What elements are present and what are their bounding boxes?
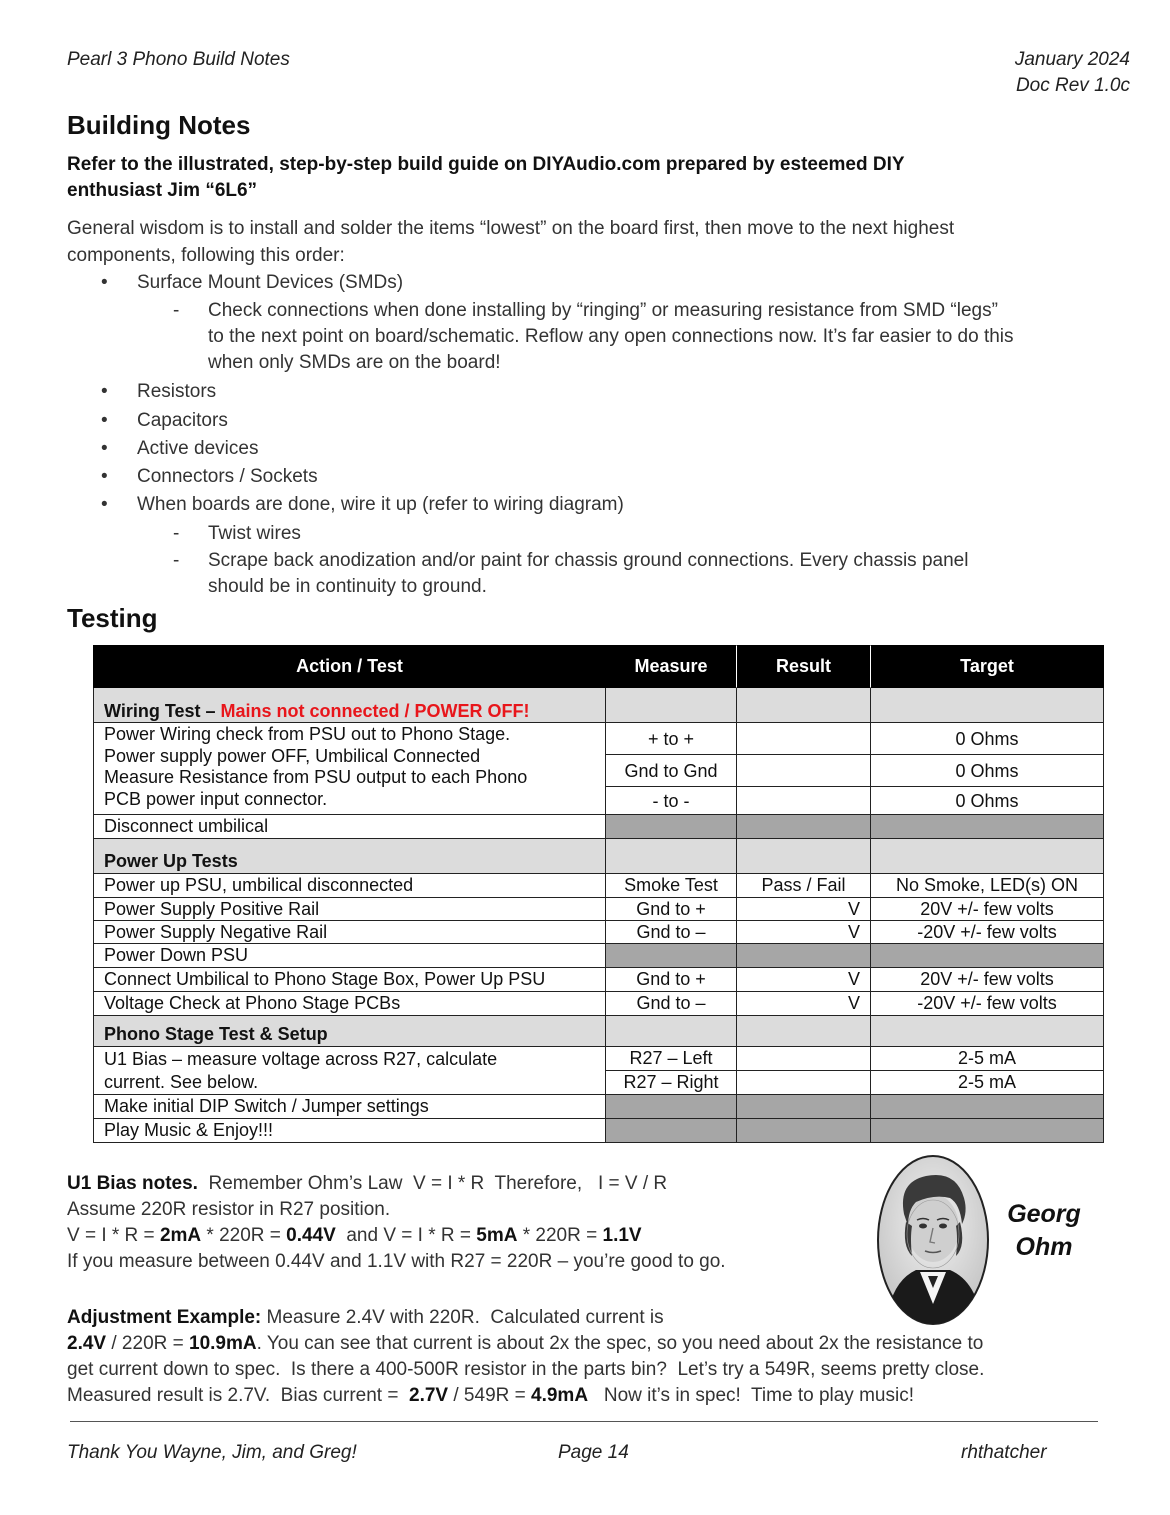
- action-cell: Voltage Check at Phono Stage PCBs: [93, 992, 606, 1016]
- target-cell: 20V +/- few volts: [871, 898, 1104, 921]
- action-cell: Power Down PSU: [93, 944, 606, 968]
- bias-action-line: U1 Bias – measure voltage across R27, calculate: [104, 1049, 498, 1069]
- result-cell: V: [737, 921, 871, 944]
- column-header-result: Result: [737, 645, 871, 688]
- formula-text: * 220R =: [517, 1225, 603, 1246]
- formula-text: and V = I * R =: [335, 1225, 477, 1246]
- adjustment-title: Adjustment Example:: [67, 1307, 262, 1328]
- dash-icon: -: [173, 523, 180, 544]
- bullet-icon: •: [101, 438, 108, 459]
- formula-value: 5mA: [476, 1225, 518, 1246]
- target-cell: 0 Ohms: [871, 755, 1104, 787]
- formula-value: 0.44V: [286, 1225, 336, 1246]
- adjustment-line: [67, 1305, 1137, 1331]
- table-row: [93, 1095, 1104, 1119]
- dash-icon: -: [173, 300, 180, 321]
- list-item: [101, 466, 1141, 492]
- doc-date: January 2024: [1014, 49, 1130, 70]
- bullet-icon: •: [101, 381, 108, 402]
- measure-cell: R27 – Left: [606, 1047, 737, 1071]
- measure-cell: Gnd to –: [606, 992, 737, 1016]
- adjustment-line: [67, 1383, 1137, 1409]
- table-row: [93, 992, 1104, 1016]
- sub-list-text-line: should be in continuity to ground.: [208, 576, 487, 597]
- bias-notes-line: [67, 1171, 867, 1197]
- target-cell: -20V +/- few volts: [871, 992, 1104, 1016]
- shaded-cell: [737, 1095, 871, 1119]
- action-cell: Make initial DIP Switch / Jumper settings: [93, 1095, 606, 1119]
- list-item-label: Resistors: [137, 381, 217, 402]
- adjustment-text: Measure 2.4V with 220R. Calculated current is: [261, 1307, 664, 1328]
- result-cell: Pass / Fail: [737, 874, 871, 898]
- adjustment-line: get current down to spec. Is there a 400-500R resistor in the parts bin? Let’s try a 549R, seems pretty close.: [67, 1359, 985, 1380]
- bullet-icon: •: [101, 272, 108, 293]
- result-cell: V: [737, 968, 871, 992]
- portrait-caption: [994, 1198, 1094, 1264]
- bias-action-cell: [93, 1047, 606, 1095]
- action-cell: Play Music & Enjoy!!!: [93, 1119, 606, 1143]
- action-cell: Disconnect umbilical: [93, 815, 606, 839]
- formula-value: 4.9mA: [531, 1385, 589, 1406]
- result-cell: [737, 723, 871, 755]
- table-row: [93, 874, 1104, 898]
- bias-notes-line: Assume 220R resistor in R27 position.: [67, 1199, 391, 1220]
- section-title-wiring-test: [93, 688, 606, 723]
- shaded-cell: [737, 944, 871, 968]
- sub-list-text-line: Scrape back anodization and/or paint for chassis ground connections. Every chassis panel: [208, 550, 969, 571]
- adjustment-line: [67, 1331, 1137, 1357]
- empty-cell: [871, 839, 1104, 874]
- table-row: [93, 723, 1104, 815]
- footer-author: rhthatcher: [961, 1442, 1047, 1463]
- list-item: [101, 381, 1141, 407]
- measure-cell: Gnd to +: [606, 898, 737, 921]
- sub-list-text-line: Twist wires: [208, 523, 301, 544]
- list-item-label: Capacitors: [137, 410, 228, 431]
- result-cell: [737, 755, 871, 787]
- empty-cell: [737, 688, 871, 723]
- formula-text: / 220R =: [106, 1333, 190, 1354]
- building-notes-heading: Building Notes: [67, 110, 251, 140]
- target-cell: 2-5 mA: [871, 1071, 1104, 1095]
- empty-cell: [606, 839, 737, 874]
- column-header-action: Action / Test: [93, 645, 606, 688]
- column-header-target: Target: [871, 645, 1104, 688]
- formula-value: 1.1V: [602, 1225, 642, 1246]
- wiring-action-cell: [93, 723, 606, 815]
- empty-cell: [606, 688, 737, 723]
- action-cell: Power Supply Negative Rail: [93, 921, 606, 944]
- bias-notes-line: [67, 1223, 867, 1249]
- formula-text: * 220R =: [201, 1225, 287, 1246]
- dash-icon: -: [173, 550, 180, 571]
- wiring-action-line: Power supply power OFF, Umbilical Connected: [104, 745, 481, 766]
- action-cell: Power up PSU, umbilical disconnected: [93, 874, 606, 898]
- shaded-cell: [606, 1119, 737, 1143]
- target-cell: No Smoke, LED(s) ON: [871, 874, 1104, 898]
- measure-cell: Gnd to +: [606, 968, 737, 992]
- table-row: [93, 898, 1104, 921]
- adjustment-example: [67, 1305, 1137, 1409]
- wiring-action-line: Power Wiring check from PSU out to Phono Stage.: [104, 724, 511, 744]
- shaded-cell: [871, 944, 1104, 968]
- bullet-icon: •: [101, 494, 108, 515]
- formula-value: 2.4V: [67, 1333, 107, 1354]
- result-cell: [737, 1071, 871, 1095]
- shaded-cell: [737, 1119, 871, 1143]
- caption-last-name: Ohm: [1015, 1233, 1073, 1261]
- bias-notes: [67, 1171, 867, 1275]
- build-guide-reference-line-2: enthusiast Jim “6L6”: [67, 180, 258, 201]
- table-section-row: [93, 839, 1104, 874]
- list-item-label: When boards are done, wire it up (refer to wiring diagram): [137, 494, 624, 515]
- empty-cell: [606, 1016, 737, 1047]
- measure-cell: Gnd to –: [606, 921, 737, 944]
- shaded-cell: [871, 1095, 1104, 1119]
- formula-value: 10.9mA: [189, 1333, 257, 1354]
- target-cell: 2-5 mA: [871, 1047, 1104, 1071]
- section-title-phono-stage: Phono Stage Test & Setup: [93, 1016, 606, 1047]
- list-item: [101, 272, 1141, 298]
- wiring-action-line: PCB power input connector.: [104, 788, 328, 809]
- measure-cell: Smoke Test: [606, 874, 737, 898]
- georg-ohm-portrait: [876, 1154, 990, 1326]
- sub-list-text-line: when only SMDs are on the board!: [208, 352, 501, 373]
- column-header-measure: Measure: [606, 645, 737, 688]
- power-off-warning: Mains not connected / POWER OFF!: [220, 701, 530, 721]
- footer-divider: [70, 1421, 1098, 1422]
- list-item: [101, 494, 1141, 520]
- measure-cell: Gnd to Gnd: [606, 755, 737, 787]
- target-cell: 20V +/- few volts: [871, 968, 1104, 992]
- shaded-cell: [606, 1095, 737, 1119]
- shaded-cell: [606, 815, 737, 839]
- table-section-row: [93, 1016, 1104, 1047]
- action-cell: Power Supply Positive Rail: [93, 898, 606, 921]
- list-item: [101, 410, 1141, 436]
- empty-cell: [737, 839, 871, 874]
- adjustment-text: Now it’s in spec! Time to play music!: [588, 1385, 914, 1406]
- sub-list-item: [173, 298, 1143, 378]
- empty-cell: [871, 688, 1104, 723]
- bias-notes-title: U1 Bias notes.: [67, 1173, 198, 1194]
- sub-list-text-line: Check connections when done installing by “ringing” or measuring resistance from SMD “legs”: [208, 300, 998, 321]
- target-cell: 0 Ohms: [871, 787, 1104, 815]
- action-cell: Connect Umbilical to Phono Stage Box, Power Up PSU: [93, 968, 606, 992]
- bullet-icon: •: [101, 466, 108, 487]
- formula-value: 2mA: [159, 1225, 202, 1246]
- target-cell: -20V +/- few volts: [871, 921, 1104, 944]
- list-item-label: Connectors / Sockets: [137, 466, 318, 487]
- ohms-law-text: Remember Ohm’s Law V = I * R Therefore, I = V / R: [197, 1173, 668, 1194]
- target-cell: 0 Ohms: [871, 723, 1104, 755]
- table-row: [93, 1119, 1104, 1143]
- bullet-icon: •: [101, 410, 108, 431]
- table-row: [93, 921, 1104, 944]
- build-guide-reference-line-1: Refer to the illustrated, step-by-step build guide on DIYAudio.com prepared by esteemed DIY: [67, 154, 905, 175]
- result-cell: V: [737, 898, 871, 921]
- shaded-cell: [606, 944, 737, 968]
- table-row: [93, 1047, 1104, 1095]
- adjustment-text: Measured result is 2.7V. Bias current =: [67, 1385, 409, 1406]
- list-item: [101, 438, 1141, 464]
- table-header-row: [93, 645, 1104, 688]
- result-cell: [737, 1047, 871, 1071]
- table-row: [93, 944, 1104, 968]
- measure-cell: R27 – Right: [606, 1071, 737, 1095]
- adjustment-text: . You can see that current is about 2x the spec, so you need about 2x the resistance to: [256, 1333, 984, 1354]
- result-cell: [737, 787, 871, 815]
- table-section-row: [93, 688, 1104, 723]
- formula-text: V = I * R =: [67, 1225, 160, 1246]
- empty-cell: [871, 1016, 1104, 1047]
- shaded-cell: [871, 1119, 1104, 1143]
- result-cell: V: [737, 992, 871, 1016]
- list-item-label: Surface Mount Devices (SMDs): [137, 272, 404, 293]
- formula-text: / 549R =: [448, 1385, 532, 1406]
- general-wisdom-line-1: General wisdom is to install and solder the items “lowest” on the board first, then move to the next highest: [67, 218, 955, 239]
- doc-revision: Doc Rev 1.0c: [1015, 75, 1130, 96]
- section-title-power-up-tests: Power Up Tests: [93, 839, 606, 874]
- caption-first-name: Georg: [1007, 1200, 1081, 1228]
- table-row: [93, 968, 1104, 992]
- wiring-action-line: Measure Resistance from PSU output to each Phono: [104, 767, 528, 787]
- measure-cell: - to -: [606, 787, 737, 815]
- page-number: Page 14: [558, 1442, 629, 1463]
- footer-thanks: Thank You Wayne, Jim, and Greg!: [67, 1442, 357, 1463]
- testing-heading: Testing: [67, 603, 158, 633]
- measure-cell: + to +: [606, 723, 737, 755]
- bias-notes-line: If you measure between 0.44V and 1.1V with R27 = 220R – you’re good to go.: [67, 1251, 726, 1272]
- sub-list-item: [173, 521, 1143, 547]
- table-row: [93, 815, 1104, 839]
- sub-list-text-line: to the next point on board/schematic. Reflow any open connections now. It’s far easier to do this: [208, 326, 1014, 347]
- sub-list-item: [173, 548, 1143, 602]
- doc-title: Pearl 3 Phono Build Notes: [67, 49, 290, 70]
- formula-value: 2.7V: [409, 1385, 449, 1406]
- wiring-test-label: Wiring Test –: [104, 701, 221, 721]
- shaded-cell: [737, 815, 871, 839]
- shaded-cell: [871, 815, 1104, 839]
- empty-cell: [737, 1016, 871, 1047]
- general-wisdom-line-2: components, following this order:: [67, 245, 345, 266]
- bias-action-line: current. See below.: [104, 1072, 259, 1092]
- list-item-label: Active devices: [137, 438, 259, 459]
